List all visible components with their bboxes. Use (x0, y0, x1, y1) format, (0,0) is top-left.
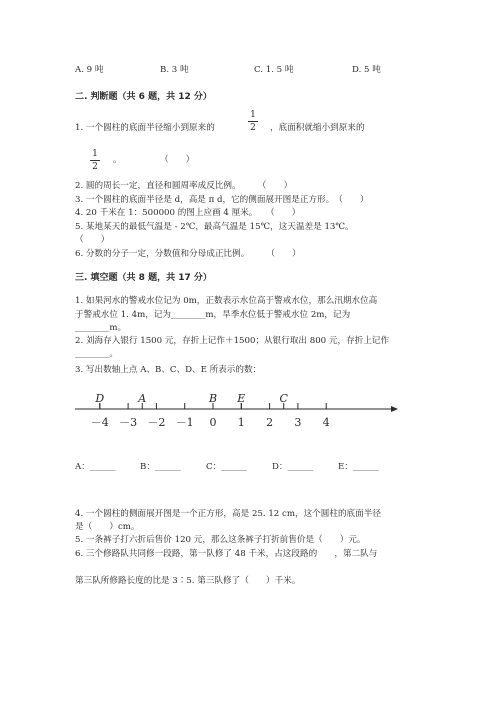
option-c: C. 1. 5 吨 (254, 65, 294, 75)
number-line-point-label: D (95, 392, 105, 405)
judge-q6: 6. 分数的分子一定，分数值和分母成正比例。 （ ） (75, 249, 301, 259)
fraction-denominator: 2 (250, 123, 256, 133)
answer-a: A：______ (75, 462, 116, 472)
fill-q4-line1: 4. 一个圆柱的侧面展开图是一个正方形，高是 25. 12 cm，这个圆柱的底面半径 (75, 509, 381, 519)
fraction-numerator: 1 (92, 149, 98, 159)
number-line-point-label: C (279, 392, 288, 405)
number-line-ticks (91, 403, 330, 429)
number-line-arrow (391, 406, 398, 412)
fill-q2-line1: 2. 刘海存入银行 1500 元，存折上记作＋1500；从银行取出 800 元，存折上记作 (75, 336, 390, 346)
fraction-denominator: 2 (92, 162, 98, 172)
answer-b: B：______ (140, 462, 181, 472)
fill-q6-line1: 6. 三个修路队共同修一段路，第一队修了 48 千米，占这段路的 ，第二队与 (75, 549, 378, 559)
number-line-tick-label: 4 (322, 416, 330, 429)
number-line-tick-label: －1 (175, 416, 194, 429)
judge-q4: 4. 20 千米在 1：500000 的图上应画 4 厘米。 （ ） (75, 208, 301, 218)
option-d: D. 5 吨 (352, 65, 381, 75)
number-line-tick-label: 0 (209, 416, 217, 429)
answer-e: E：______ (338, 462, 379, 472)
judge-q1-text-after: ，底面积就缩小到原来的 (270, 123, 365, 133)
judge-q3: 3. 一个圆柱的底面半径是 d，高是 π d，它的侧面展开图是正方形。 （ ） (75, 195, 369, 205)
judge-q1-text: 1. 一个圆柱的底面半径缩小到原来的 (75, 123, 215, 133)
fill-q4-line2: 是（ ）cm。 (75, 522, 140, 532)
number-line-tick-label: －4 (90, 416, 109, 429)
judge-q5-bracket: （ ） (75, 235, 110, 245)
fill-q2-line2: ________。 (75, 349, 118, 359)
number-line-point-label: A (138, 392, 147, 405)
fill-q1-line1: 1. 如果河水的警戒水位记为 0m，正数表示水位高于警戒水位，那么汛期水位高 (75, 296, 378, 306)
number-line-point-label: B (208, 392, 218, 405)
fill-q3: 3. 写出数轴上点 A、B、C、D、E 所表示的数： (75, 365, 262, 375)
section-title-fill: 三. 填空题（共 8 题，共 17 分） (75, 273, 212, 283)
fill-q5: 5. 一条裤子打六折后售价 120 元，那么这条裤子打折前售价是（ ）元。 (75, 535, 366, 545)
option-a: A. 9 吨 (75, 65, 104, 75)
judge-q1-suffix: 。 (113, 155, 122, 165)
number-line-tick-label: 3 (294, 416, 302, 429)
number-line-tick-label: －3 (119, 416, 138, 429)
fraction-numerator: 1 (250, 110, 256, 120)
number-line-tick-label: －2 (147, 416, 166, 429)
answer-d: D：______ (272, 462, 314, 472)
number-line-tick-label: 2 (266, 416, 274, 429)
judge-q2: 2. 圆的周长一定，直径和圆周率成反比例。 （ ） (75, 181, 293, 191)
judge-q5: 5. 某地某天的最低气温是 - 2℃，最高气温是 15℃，这天温差是 13℃。 (75, 222, 354, 232)
judge-q1-bracket: （ ） (160, 155, 195, 165)
answer-c: C：______ (206, 462, 247, 472)
section-title-judge: 二. 判断题（共 6 题，共 12 分） (75, 92, 212, 102)
fill-q1-line3: ________m。 (75, 323, 127, 333)
option-b: B. 3 吨 (160, 65, 189, 75)
number-line-tick-label: 1 (237, 416, 245, 429)
fill-q1-line2: 于警戒水位 1. 4m，记为________m，旱季水位低于警戒水位 2m，记为 (75, 310, 351, 320)
fill-q6-line2: 第三队所修路长度的比是 3∶5. 第三队修了（ ）千米。 (75, 576, 301, 586)
number-line-points (94, 392, 288, 409)
number-line-point-label: E (237, 392, 246, 405)
